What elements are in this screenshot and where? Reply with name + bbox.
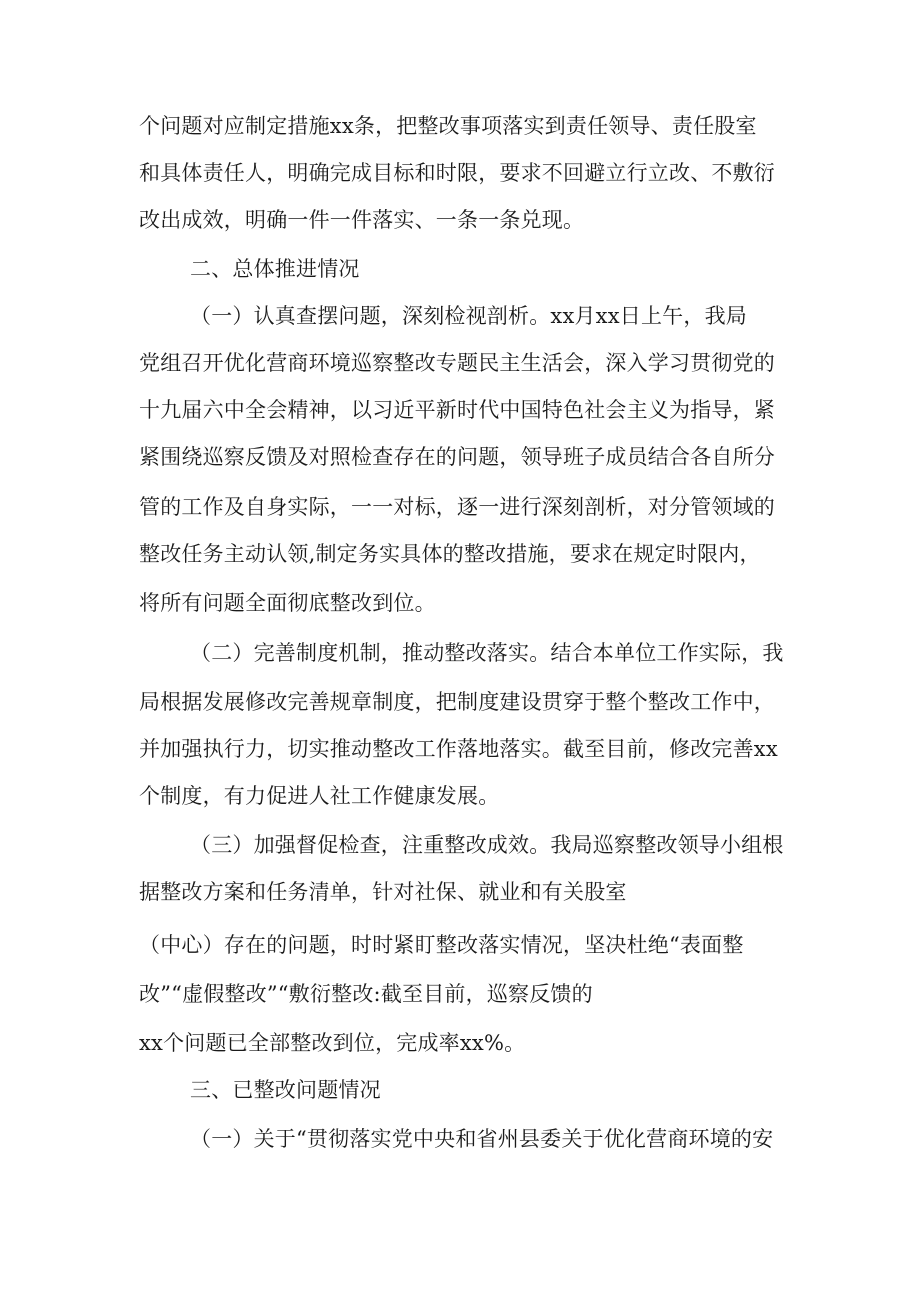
text-line: （二）完善制度机制，推动整改落实。结合本单位工作实际，我 <box>190 641 784 665</box>
text-line: 并加强执行力，切实推动整改工作落地落实。截至目前，修改完善xx <box>139 737 778 761</box>
text-line: （中心）存在的问题，时时紧盯整改落实情况，坚决杜绝“表面整 <box>139 933 744 957</box>
text-line: 管的工作及自身实际，一一对标，逐一进行深刻剖析，对分管领域的 <box>139 495 775 519</box>
text-line: 和具体责任人，明确完成目标和时限，要求不回避立行立改、不敷衍 <box>139 161 775 185</box>
text-line: 党组召开优化营商环境巡察整改专题民主生活会，深入学习贯彻党的 <box>139 351 775 375</box>
text-line: xx个问题已全部整改到位，完成率xx%。 <box>139 1031 526 1055</box>
text-line: 整改任务主动认领,制定务实具体的整改措施，要求在规定时限内， <box>139 542 761 566</box>
text-line: 局根据发展修改完善规章制度，把制度建设贯穿于整个整改工作中， <box>139 690 775 714</box>
text-line: （三）加强督促检查，注重整改成效。我局巡察整改领导小组根 <box>190 833 784 857</box>
text-line: 十九届六中全会精神，以习近平新时代中国特色社会主义为指导，紧 <box>139 398 775 422</box>
text-line: 将所有问题全面彻底整改到位。 <box>139 591 436 615</box>
text-line: （一）关于“贯彻落实党中央和省州县委关于优化营商环境的安 <box>190 1127 774 1151</box>
text-line: 据整改方案和任务清单，针对社保、就业和有关股室 <box>139 880 627 904</box>
text-line: 改出成效，明确一件一件落实、一条一条兑现。 <box>139 208 585 232</box>
section-heading: 三、已整改问题情况 <box>190 1078 381 1102</box>
text-line: 个问题对应制定措施xx条，把整改事项落实到责任领导、责任股室 <box>139 114 757 138</box>
text-line: 紧围绕巡察反馈及对照检查存在的问题，领导班子成员结合各自所分 <box>139 445 775 469</box>
text-line: 个制度，有力促进人社工作健康发展。 <box>139 784 500 808</box>
section-heading: 二、总体推进情况 <box>190 257 360 281</box>
text-line: （一）认真查摆问题，深刻检视剖析。xx月xx日上午，我局 <box>190 304 747 328</box>
text-line: 改”“虚假整改”“敷衍整改:截至目前，巡察反馈的 <box>139 982 593 1006</box>
